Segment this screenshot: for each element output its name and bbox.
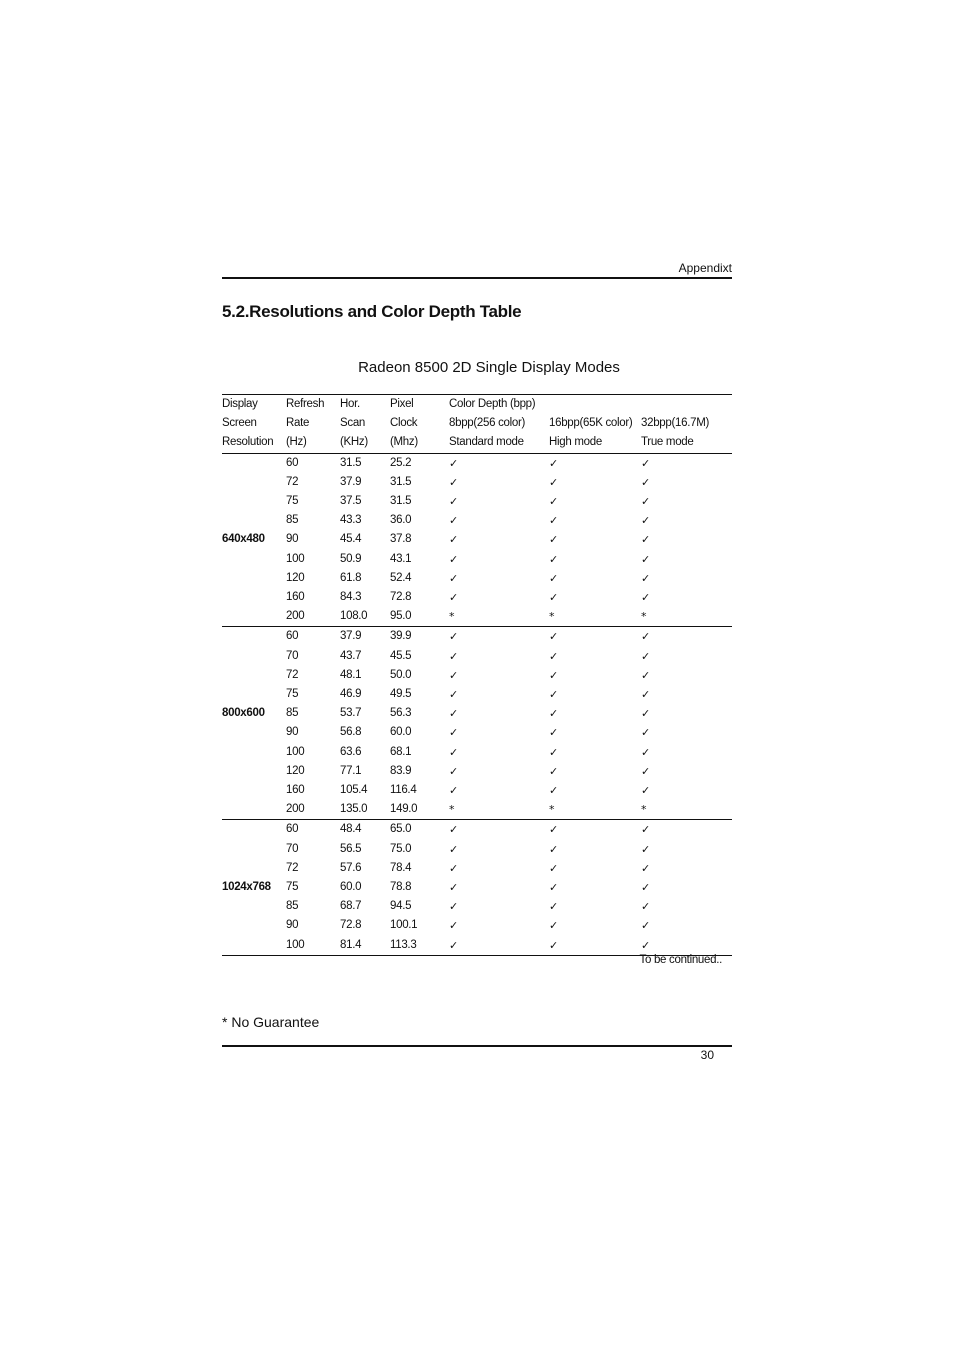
resolution-cell [222,588,286,607]
check-icon: ✓ [449,881,458,895]
refresh-rate-cell: 200 [286,800,340,820]
check-icon: ✓ [449,688,458,702]
pixel-clock-cell: 60.0 [390,726,412,739]
check-icon: ✓ [449,861,458,875]
pixel-clock-cell: 68.1 [390,745,412,758]
check-icon: ✓ [549,475,558,489]
table-row [222,723,732,742]
check-icon: ✓ [549,881,558,895]
pixel-clock-cell: 25.2 [390,456,412,469]
pixel-clock-cell: 83.9 [390,764,412,777]
check-icon: ✓ [449,456,458,470]
pixel-clock-cell: 36.0 [390,514,412,527]
resolution-cell [222,550,286,569]
no-guarantee-mark: * [641,800,732,820]
hor-scan-cell: 31.5 [340,456,362,469]
resolution-cell [222,859,286,878]
header-cell: (Mhz) [390,433,449,453]
refresh-rate-cell: 70 [286,649,299,662]
check-icon: ✓ [549,630,558,644]
check-icon: ✓ [449,726,458,740]
refresh-rate-cell: 85 [286,707,299,720]
pixel-clock-cell: 50.0 [390,668,412,681]
check-icon: ✓ [549,571,558,585]
hor-scan-cell: 46.9 [340,688,362,701]
check-icon: ✓ [641,456,650,470]
pixel-clock-cell: 116.4 [390,784,417,797]
resolution-cell [222,762,286,781]
hor-scan-cell: 43.7 [340,649,362,662]
refresh-rate-cell: 100 [286,552,305,565]
refresh-rate-cell: 70 [286,842,299,855]
check-icon: ✓ [641,707,650,721]
table-row [222,704,732,723]
check-icon: ✓ [549,514,558,528]
refresh-rate-cell: 100 [286,936,340,956]
table-row [222,800,732,820]
header-cell: Hor. [340,395,390,415]
resolution-cell [222,840,286,859]
check-icon: ✓ [549,745,558,759]
check-icon: ✓ [549,591,558,605]
check-icon: ✓ [641,688,650,702]
refresh-rate-cell: 85 [286,514,299,527]
check-icon: ✓ [641,823,650,837]
check-icon: ✓ [549,936,641,956]
footnote: * No Guarantee [222,1014,320,1030]
no-guarantee-mark: * [549,800,641,820]
hor-scan-cell: 37.5 [340,495,362,508]
table-row [222,878,732,897]
check-icon: ✓ [641,668,650,682]
check-icon: ✓ [641,919,650,933]
pixel-clock-cell: 149.0 [390,800,449,820]
check-icon: ✓ [549,861,558,875]
table-row [222,781,732,800]
header-divider [222,277,732,279]
header-cell: Rate [286,417,310,430]
check-icon: ✓ [549,823,558,837]
refresh-rate-cell: 160 [286,591,305,604]
pixel-clock-cell: 72.8 [390,591,412,604]
table-header [222,395,732,454]
resolution-label: 1024x768 [222,881,271,894]
check-icon: ✓ [641,900,650,914]
table-row [222,916,732,935]
hor-scan-cell: 37.9 [340,475,362,488]
check-icon: ✓ [641,784,650,798]
hor-scan-cell: 77.1 [340,764,362,777]
table-row [222,453,732,473]
table-row [222,859,732,878]
no-guarantee-mark: * [641,607,732,627]
table-row [222,647,732,666]
header-cell: (KHz) [340,433,390,453]
refresh-rate-cell: 120 [286,764,305,777]
resolution-cell [222,453,286,473]
header-cell: Pixel [390,395,449,415]
header-cell: Scan [340,417,366,430]
check-icon: ✓ [449,533,458,547]
pixel-clock-cell: 78.8 [390,881,412,894]
resolution-cell [222,897,286,916]
footer-divider [222,1045,732,1047]
header-cell: Standard mode [449,433,549,453]
pixel-clock-cell: 39.9 [390,630,412,643]
check-icon: ✓ [449,842,458,856]
table-row [222,897,732,916]
header-row [222,414,732,433]
resolution-cell [222,492,286,511]
refresh-rate-cell: 75 [286,495,299,508]
check-icon: ✓ [449,900,458,914]
resolution-cell [222,511,286,530]
hor-scan-cell: 53.7 [340,707,362,720]
hor-scan-cell: 56.8 [340,726,362,739]
check-icon: ✓ [549,784,558,798]
pixel-clock-cell: 45.5 [390,649,412,662]
resolution-table [222,394,732,956]
check-icon: ✓ [449,591,458,605]
check-icon: ✓ [549,764,558,778]
check-icon: ✓ [549,668,558,682]
refresh-rate-cell: 72 [286,668,299,681]
header-cell: Screen [222,417,257,430]
table-row [222,627,732,647]
header-cell: Display [222,395,286,415]
pixel-clock-cell: 43.1 [390,552,412,565]
header-cell: Refresh [286,395,340,415]
pixel-clock-cell: 65.0 [390,823,412,836]
hor-scan-cell: 50.9 [340,552,362,565]
refresh-rate-cell: 75 [286,881,299,894]
pixel-clock-cell: 37.8 [390,533,412,546]
check-icon: ✓ [449,764,458,778]
check-icon: ✓ [449,552,458,566]
section-title: 5.2.Resolutions and Color Depth Table [222,302,522,321]
table-row [222,530,732,549]
table-row [222,685,732,704]
hor-scan-cell: 135.0 [340,800,390,820]
hor-scan-cell: 63.6 [340,745,362,758]
pixel-clock-cell: 94.5 [390,900,412,913]
check-icon: ✓ [641,630,650,644]
pixel-clock-cell: 52.4 [390,571,412,584]
resolution-cell [222,936,286,956]
check-icon: ✓ [641,475,650,489]
refresh-rate-cell: 60 [286,630,299,643]
no-guarantee-mark: * [449,800,549,820]
hor-scan-cell: 56.5 [340,842,362,855]
hor-scan-cell: 84.3 [340,591,362,604]
refresh-rate-cell: 72 [286,475,299,488]
refresh-rate-cell: 72 [286,861,299,874]
check-icon: ✓ [449,919,458,933]
table-row [222,569,732,588]
hor-scan-cell: 60.0 [340,881,362,894]
table-row [222,820,732,840]
running-header: Appendixt [678,261,732,275]
check-icon: ✓ [449,514,458,528]
resolution-cell [222,820,286,840]
refresh-rate-cell: 90 [286,533,299,546]
table-row [222,840,732,859]
resolution-cell [222,473,286,492]
check-icon: ✓ [549,707,558,721]
check-icon: ✓ [549,900,558,914]
header-cell: 16bpp(65K color) [549,417,633,430]
check-icon: ✓ [449,784,458,798]
table-row [222,762,732,781]
check-icon: ✓ [641,571,650,585]
resolution-cell [222,781,286,800]
refresh-rate-cell: 100 [286,745,305,758]
resolution-cell [222,607,286,627]
check-icon: ✓ [641,726,650,740]
check-icon: ✓ [641,764,650,778]
table-body [222,453,732,955]
pixel-clock-cell: 75.0 [390,842,412,855]
check-icon: ✓ [449,495,458,509]
resolution-cell [222,569,286,588]
check-icon: ✓ [549,842,558,856]
header-cell: (Hz) [286,433,340,453]
check-icon: ✓ [641,514,650,528]
check-icon: ✓ [549,919,558,933]
resolution-cell [222,723,286,742]
resolution-cell [222,627,286,647]
refresh-rate-cell: 85 [286,900,299,913]
table-row [222,743,732,762]
table-row [222,936,732,956]
check-icon: ✓ [549,726,558,740]
header-row [222,433,732,453]
header-cell: True mode [641,433,732,453]
hor-scan-cell: 108.0 [340,607,390,627]
hor-scan-cell: 57.6 [340,861,362,874]
resolution-cell [222,800,286,820]
refresh-rate-cell: 90 [286,919,299,932]
check-icon: ✓ [549,552,558,566]
hor-scan-cell: 45.4 [340,533,362,546]
hor-scan-cell: 81.4 [340,936,390,956]
check-icon: ✓ [641,495,650,509]
resolution-label: 800x600 [222,707,265,720]
no-guarantee-mark: * [549,607,641,627]
table-title: Radeon 8500 2D Single Display Modes [358,359,620,376]
check-icon: ✓ [549,649,558,663]
check-icon: ✓ [641,533,650,547]
hor-scan-cell: 72.8 [340,919,362,932]
resolution-cell [222,685,286,704]
pixel-clock-cell: 113.3 [390,936,449,956]
resolution-cell [222,916,286,935]
check-icon: ✓ [641,861,650,875]
check-icon: ✓ [449,745,458,759]
header-cell: High mode [549,433,641,453]
check-icon: ✓ [449,475,458,489]
hor-scan-cell: 48.1 [340,668,362,681]
hor-scan-cell: 105.4 [340,784,368,797]
check-icon: ✓ [641,649,650,663]
resolution-cell [222,647,286,666]
hor-scan-cell: 37.9 [340,630,362,643]
check-icon: ✓ [449,668,458,682]
check-icon: ✓ [449,630,458,644]
check-icon: ✓ [641,552,650,566]
check-icon: ✓ [449,936,549,956]
refresh-rate-cell: 200 [286,607,340,627]
table-row [222,607,732,627]
check-icon: ✓ [641,745,650,759]
continued-note: To be continued.. [639,954,722,966]
check-icon: ✓ [449,649,458,663]
table-row [222,511,732,530]
check-icon: ✓ [549,688,558,702]
hor-scan-cell: 68.7 [340,900,362,913]
table-row [222,550,732,569]
check-icon: ✓ [641,936,732,956]
table-row [222,492,732,511]
refresh-rate-cell: 75 [286,688,299,701]
check-icon: ✓ [449,707,458,721]
refresh-rate-cell: 60 [286,456,299,469]
check-icon: ✓ [549,533,558,547]
check-icon: ✓ [549,456,558,470]
check-icon: ✓ [641,591,650,605]
header-cell: Color Depth (bpp) [449,395,732,415]
refresh-rate-cell: 120 [286,571,305,584]
hor-scan-cell: 48.4 [340,823,362,836]
refresh-rate-cell: 160 [286,784,305,797]
table-row [222,666,732,685]
pixel-clock-cell: 78.4 [390,861,412,874]
header-cell: 8bpp(256 color) [449,417,526,430]
resolution-cell [222,743,286,762]
check-icon: ✓ [449,571,458,585]
hor-scan-cell: 61.8 [340,571,362,584]
no-guarantee-mark: * [449,607,549,627]
page-number: 30 [700,1048,714,1062]
resolution-label: 640x480 [222,533,265,546]
header-row [222,395,732,415]
pixel-clock-cell: 49.5 [390,688,412,701]
pixel-clock-cell: 95.0 [390,607,449,627]
table-row [222,588,732,607]
resolution-cell [222,666,286,685]
pixel-clock-cell: 56.3 [390,707,412,720]
header-cell: Resolution [222,433,286,453]
refresh-rate-cell: 60 [286,823,299,836]
table-row [222,473,732,492]
check-icon: ✓ [549,495,558,509]
check-icon: ✓ [641,881,650,895]
check-icon: ✓ [449,823,458,837]
pixel-clock-cell: 31.5 [390,495,412,508]
check-icon: ✓ [641,842,650,856]
pixel-clock-cell: 100.1 [390,919,418,932]
hor-scan-cell: 43.3 [340,514,362,527]
refresh-rate-cell: 90 [286,726,299,739]
header-cell: 32bpp(16.7M) [641,417,709,430]
pixel-clock-cell: 31.5 [390,475,412,488]
header-cell: Clock [390,417,418,430]
